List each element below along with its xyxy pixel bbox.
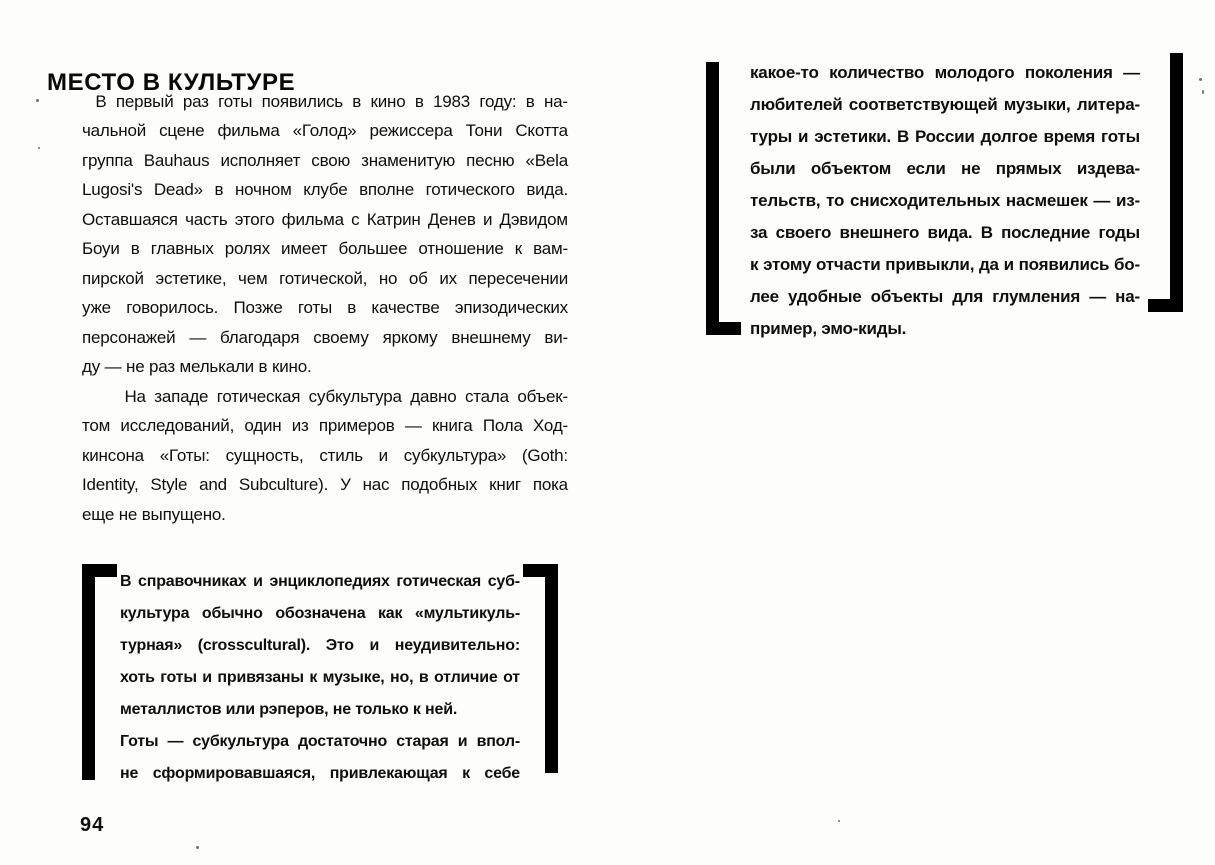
- scan-speck: [36, 99, 39, 102]
- text-line: группа Bauhaus исполняет свою знаменитую песню «Bela: [82, 150, 568, 170]
- quote-text: [750, 57, 1140, 345]
- text-line: были объектом если не прямых издева-: [750, 159, 1140, 178]
- text-line: хоть готы и привязаны к музыке, но, в отличие от: [120, 669, 520, 686]
- text-line: турная» (crosscultural). Это и неудивительно:: [120, 637, 520, 654]
- text-line: тельств, то снисходительных насмешек — из-: [750, 191, 1140, 210]
- text-line: за своего внешнего вида. В последние годы: [750, 223, 1140, 242]
- text-line: чальной сцене фильма «Голод» режиссера Тони Скотта: [82, 121, 568, 141]
- text-line: В первый раз готы появились в кино в 1983 году: в на-: [95, 91, 568, 111]
- text-line: к этому отчасти привыкли, да и появились бо-: [750, 255, 1140, 274]
- scan-speck: [1199, 78, 1202, 81]
- paragraph: [82, 87, 568, 382]
- main-text-column: [82, 87, 568, 530]
- scan-speck: [1202, 90, 1204, 94]
- text-line: В справочниках и энциклопедиях готическая суб-: [120, 573, 520, 590]
- quote-bracket-right-icon: [1148, 53, 1183, 312]
- paragraph: [82, 382, 568, 530]
- scan-speck: [38, 147, 40, 149]
- quote-bracket-right-icon: [523, 564, 558, 773]
- text-line: кинсона «Готы: сущность, стиль и субкультура» (Goth:: [82, 445, 568, 465]
- text-line: еще не выпущено.: [82, 504, 226, 524]
- text-line: культура обычно обозначена как «мультикуль-: [120, 605, 520, 622]
- text-line: уже говорилось. Позже готы в качестве эпизодических: [82, 298, 568, 318]
- text-line: не сформировавшаяся, привлекающая к себе: [120, 765, 520, 782]
- page-title: МЕСТО В КУЛЬТУРЕ: [47, 69, 296, 97]
- text-line: пирской эстетике, чем готической, но об их пересечении: [82, 268, 568, 288]
- pull-quote-bottom: [120, 566, 520, 790]
- text-line: ду — не раз мелькали в кино.: [82, 357, 312, 377]
- text-line: туры и эстетики. В России долгое время готы: [750, 127, 1140, 146]
- scan-speck: [838, 820, 840, 822]
- text-line: Identity, Style and Subculture). У нас подобных книг пока: [82, 475, 568, 495]
- pull-quote-right: [750, 57, 1140, 345]
- text-line: лее удобные объекты для глумления — на-: [750, 287, 1140, 306]
- text-line: том исследований, один из примеров — книга Пола Ход-: [82, 416, 568, 436]
- quote-bracket-left-icon: [706, 62, 741, 335]
- page-number: 94: [80, 814, 105, 836]
- text-line: какое-то количество молодого поколения —: [750, 63, 1140, 82]
- text-line: Боуи в главных ролях имеет большее отношение к вам-: [82, 239, 568, 259]
- text-line: Готы — субкультура достаточно старая и впол-: [120, 733, 520, 750]
- scan-speck: [196, 846, 199, 849]
- quote-text: [120, 566, 520, 790]
- text-line: персонажей — благодаря своему яркому внешнему ви-: [82, 327, 568, 347]
- text-line: пример, эмо-киды.: [750, 319, 907, 338]
- text-line: металлистов или рэперов, не только к ней.: [120, 701, 458, 718]
- text-line: Lugosi's Dead» в ночном клубе вполне готического вида.: [82, 180, 568, 200]
- text-line: На западе готическая субкультура давно стала объек-: [124, 386, 568, 406]
- text-line: Оставшаяся часть этого фильма с Катрин Денев и Дэвидом: [82, 209, 568, 229]
- text-line: любителей соответствующей музыки, литера-: [750, 95, 1140, 114]
- quote-bracket-left-icon: [82, 564, 117, 780]
